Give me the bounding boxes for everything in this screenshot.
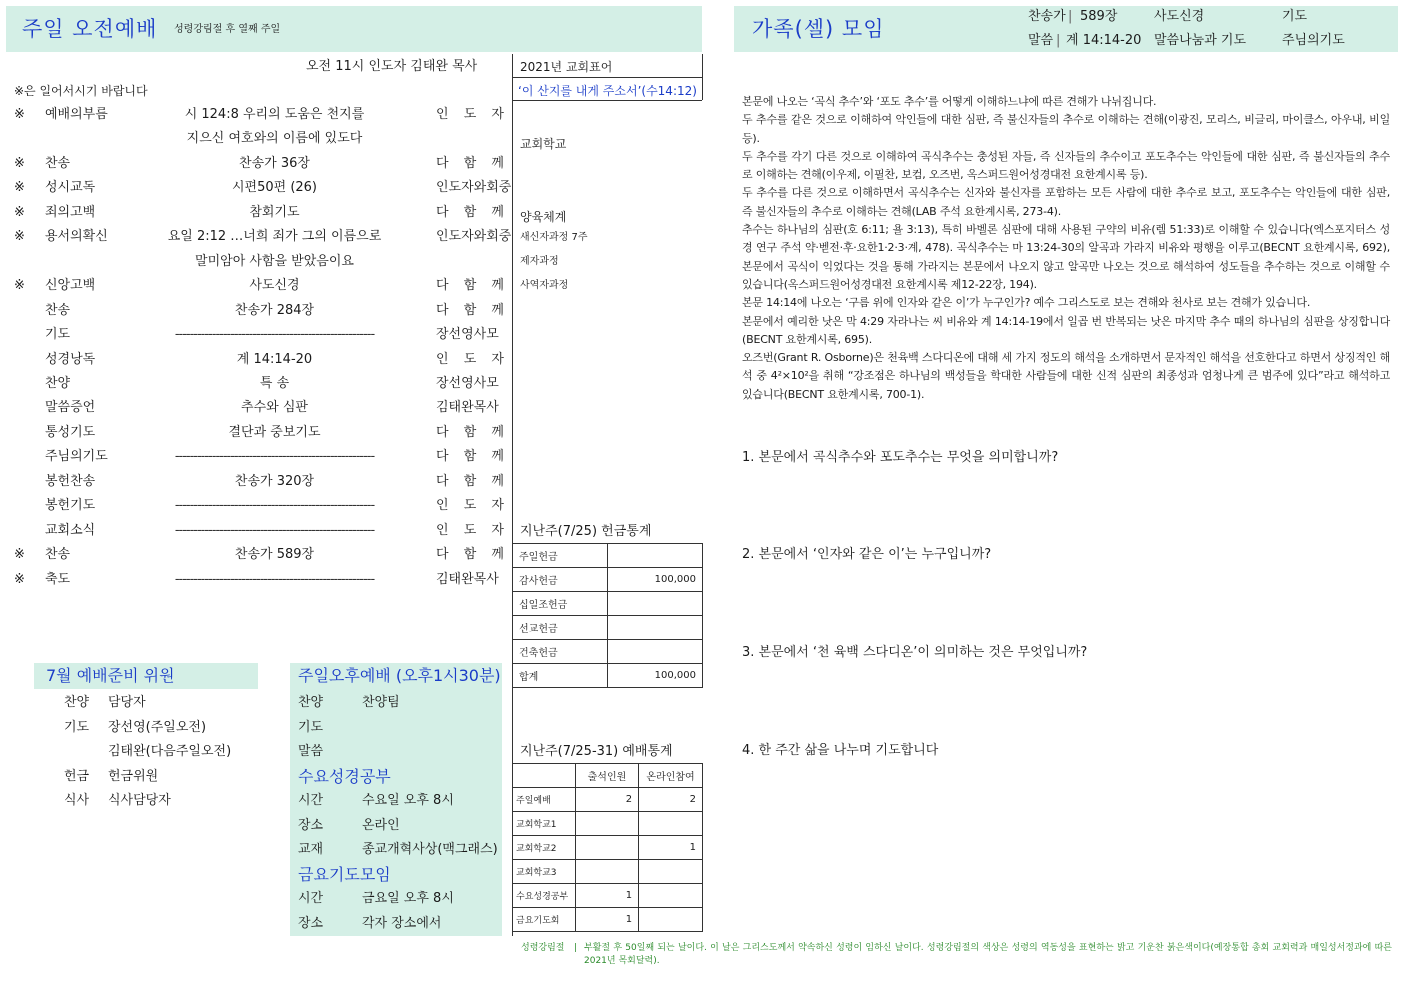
order-item-leader: 인 도 자 <box>436 107 504 122</box>
order-item-leader: 다 함 께 <box>436 473 504 489</box>
order-item-content: 찬송가 589장 <box>234 547 315 563</box>
order-item-content: 찬송가 284장 <box>234 302 315 318</box>
order-item-leader: 인도자와회중 <box>436 180 512 196</box>
offering-title: 지난주(7/25) 헌금통계 <box>520 524 652 539</box>
order-row <box>0 568 510 592</box>
order-item-content: 결단과 중보기도 <box>228 424 321 440</box>
question-3: 3. 본문에서 ‘천 육백 스다디온’이 의미하는 것은 무엇입니까? <box>742 645 1088 660</box>
prep-person: 담당자 <box>108 695 146 710</box>
stand-mark: ※ <box>14 547 25 563</box>
hymn-sep: | <box>1068 9 1073 24</box>
attendance-row <box>513 836 703 860</box>
question-2: 2. 본문에서 ‘인자와 같은 이’는 누구입니까? <box>742 547 992 562</box>
stand-mark: ※ <box>14 229 25 245</box>
prep-person: 김태완(다음주일오전) <box>108 744 232 759</box>
friday-value: 각자 장소에서 <box>362 915 442 931</box>
attendance-label: 교회학교3 <box>513 860 576 884</box>
order-item-name: 교회소식 <box>45 522 96 538</box>
footer-label: 성령강림절 <box>521 943 565 953</box>
attendance-online <box>639 812 703 836</box>
attendance-label: 주일예배 <box>513 788 576 812</box>
order-item-content: 시 124:8 우리의 도움은 천지를 <box>184 107 365 122</box>
attendance-label: 교회학교1 <box>513 812 576 836</box>
commentary-paragraph: 오즈번(Grant R. Osborne)은 천육백 스다디온에 대해 세 가지 정도의 해석을 소개하면서 문자적인 해석을 선호한다고 하면서 상징적인 해석 중 4²×10²을 취해 “강조점은 하나님의 백성들을 학대한 사람들에 대한 신적 심판의 최종성과 엄청나게 큰 범주에 있다”라고 해석하고 있습니다(BECNT 요한계시록, 700-1). <box>742 351 1390 401</box>
attendance-label: 교회학교2 <box>513 836 576 860</box>
attendance-row <box>513 788 703 812</box>
motto-label: 2021년 교회표어 <box>520 60 613 74</box>
school-label: 교회학교 <box>520 137 567 151</box>
stand-note: ※은 일어서시기 바랍니다 <box>14 84 148 98</box>
order-item-name: 성시교독 <box>45 180 96 196</box>
order-row <box>0 225 510 249</box>
prep-title: 7월 예배준비 위원 <box>46 666 175 685</box>
service-info: 오전 11시 인도자 김태완 목사 <box>306 59 478 74</box>
stand-mark: ※ <box>14 278 25 294</box>
attendance-present <box>575 836 638 860</box>
education-item-1: 제자과정 <box>520 256 559 267</box>
right-header-title: 가족(셀) 모임 <box>752 17 885 41</box>
order-row <box>0 176 510 200</box>
offering-label: 건축헌금 <box>513 640 608 664</box>
offering-amount: 100,000 <box>607 664 702 688</box>
lords-prayer: 주님의기도 <box>1282 33 1345 48</box>
afternoon-title: 주일오후예배 (오후1시30분) <box>298 666 501 685</box>
order-item-content: 찬송가 320장 <box>234 473 315 489</box>
order-item-leader: 인 도 자 <box>436 351 504 367</box>
order-item-leader: 다 함 께 <box>436 449 504 465</box>
stand-mark: ※ <box>14 204 25 220</box>
order-item-name: 예배의부름 <box>45 107 108 122</box>
wednesday-value: 수요일 오후 8시 <box>362 793 454 808</box>
order-item-content: 참회기도 <box>249 204 300 220</box>
wednesday-title: 수요성경공부 <box>298 766 391 786</box>
order-item-content: ------------------------------------------------------ <box>174 449 375 465</box>
attendance-row <box>513 860 703 884</box>
order-item-content: ------------------------------------------------------ <box>174 327 375 343</box>
commentary-paragraph: 추수는 하나님의 심판(호 6:11; 욜 3:13), 특히 바벨론 심판에 대해 사용된 구약의 비유(렘 51:33)로 이해할 수 있습니다(엑스포지터스 성경 연구 주석 약·벧전·후·요한1·2·3·계, 478). 곡식추수는 마 13:24-30의 알곡과 가라지 비유와 평행을 이루고(BECNT 요한계시록, 692), 본문에서 곡식이 익었다는 것을 통해 가라지는 본문에서 나오지 않고 알곡만 나오는 것으로 해석하여 성도들을 추수하는 것으로 이해할 수 있습니다(옥스퍼드원어성경대전 요한계시록 제12-22장, 194). <box>742 223 1390 291</box>
afternoon-value: 찬양팀 <box>362 695 400 710</box>
afternoon-role: 말씀 <box>298 744 324 759</box>
commentary <box>742 93 1390 404</box>
word-sep: | <box>1056 33 1061 48</box>
attendance-label: 수요성경공부 <box>513 884 576 908</box>
prep-person: 장선영(주일오전) <box>108 719 207 735</box>
order-item-leader: 인도자와회중 <box>436 229 512 245</box>
order-item-name: 봉헌찬송 <box>45 473 96 489</box>
order-row <box>0 201 510 225</box>
order-item-name: 말씀증언 <box>45 400 96 416</box>
order-item-leader: 김태완목사 <box>436 571 499 587</box>
attendance-online <box>639 908 703 932</box>
commentary-paragraph: 본문 14:14에 나오는 ‘구름 위에 인자와 같은 이’가 누구인가? 예수 그리스도로 보는 견해와 천사로 보는 견해가 있습니다. <box>742 296 1311 310</box>
motto-text: ‘이 산지를 내게 주소서’(수14:12) <box>518 84 697 98</box>
order-item-name: 축도 <box>45 571 71 587</box>
attendance-header-online: 온라인참여 <box>639 764 703 788</box>
prep-role: 식사 <box>64 793 90 808</box>
wednesday-value: 종교개혁사상(맥그래스) <box>362 842 498 857</box>
order-row <box>0 543 510 567</box>
order-item-content: ------------------------------------------------------ <box>174 498 375 514</box>
offering-row <box>513 544 703 568</box>
order-item-name: 죄의고백 <box>45 204 96 220</box>
order-item-name: 성경낭독 <box>45 351 96 367</box>
order-row <box>0 127 510 151</box>
order-item-content: 특 송 <box>259 375 290 391</box>
friday-title: 금요기도모임 <box>298 864 391 884</box>
order-item-content: ------------------------------------------------------ <box>174 571 375 587</box>
prep-role: 찬양 <box>64 695 90 710</box>
word-label: 말씀 <box>1028 33 1054 48</box>
order-item-content: 말미암아 사함을 받았음이요 <box>195 253 354 269</box>
wednesday-role: 장소 <box>298 817 324 833</box>
commentary-paragraph: 두 추수를 같은 것으로 이해하여 악인들에 대한 심판, 즉 불신자들의 추수로 이해하는 견해(이광진, 모리스, 비글리, 마이클스, 아우내, 비일 등). <box>742 113 1390 145</box>
offering-label: 합계 <box>513 664 608 688</box>
offering-amount <box>607 616 702 640</box>
prep-role: 기도 <box>64 719 90 735</box>
order-row <box>0 348 510 372</box>
order-item-content: 지으신 여호와의 이름에 있도다 <box>186 131 363 147</box>
order-row <box>0 519 510 543</box>
friday-role: 장소 <box>298 915 324 931</box>
order-item-content: 찬송가 36장 <box>239 155 310 171</box>
order-item-name: 봉헌기도 <box>45 498 96 514</box>
order-item-leader: 장선영사모 <box>436 327 499 343</box>
wednesday-value: 온라인 <box>362 817 400 833</box>
attendance-present: 1 <box>575 884 638 908</box>
commentary-paragraph: 본문에서 예리한 낫은 막 4:29 자라나는 씨 비유와 계 14:14-19에서 일곱 번 반복되는 낫은 마지막 추수 때의 하나님의 심판을 상징합니다(BECNT 요한계시록, 695). <box>742 314 1390 346</box>
order-row <box>0 421 510 445</box>
order-row <box>0 152 510 176</box>
order-item-name: 통성기도 <box>45 424 96 440</box>
offering-table <box>512 543 703 688</box>
order-item-content: 계 14:14-20 <box>236 351 313 367</box>
order-row <box>0 103 510 127</box>
stand-mark: ※ <box>14 107 25 122</box>
order-row <box>0 299 510 323</box>
order-item-leader: 다 함 께 <box>436 204 504 220</box>
offering-amount <box>607 640 702 664</box>
education-item-0: 새신자과정 7주 <box>520 232 588 243</box>
order-item-leader: 다 함 께 <box>436 547 504 563</box>
prep-person: 식사담당자 <box>108 793 171 808</box>
attendance-online <box>639 860 703 884</box>
attendance-present <box>575 812 638 836</box>
order-item-name: 찬송 <box>45 547 71 563</box>
stand-mark: ※ <box>14 155 25 171</box>
motto-divider-bottom <box>512 100 702 101</box>
education-item-2: 사역자과정 <box>520 280 569 291</box>
order-row <box>0 274 510 298</box>
attendance-row <box>513 884 703 908</box>
order-item-leader: 다 함 께 <box>436 155 504 171</box>
stand-mark: ※ <box>14 571 25 587</box>
prep-person: 헌금위원 <box>108 768 159 784</box>
attendance-header-blank <box>513 764 576 788</box>
offering-row <box>513 568 703 592</box>
attendance-row <box>513 812 703 836</box>
order-item-leader: 장선영사모 <box>436 375 499 391</box>
attendance-online: 1 <box>639 836 703 860</box>
attendance-title: 지난주(7/25-31) 예배통계 <box>520 744 673 759</box>
order-item-name: 찬양 <box>45 375 71 391</box>
order-item-content: ------------------------------------------------------ <box>174 522 375 538</box>
order-item-content: 요일 2:12 …너희 죄가 그의 이름으로 <box>167 229 382 245</box>
offering-row <box>513 616 703 640</box>
order-item-leader: 인 도 자 <box>436 522 504 538</box>
friday-role: 시간 <box>298 891 324 906</box>
offering-row <box>513 664 703 688</box>
commentary-paragraph: 본문에 나오는 ‘곡식 추수’와 ‘포도 추수’를 어떻게 이해하느냐에 따른 견해가 나뉘집니다. <box>742 95 1157 108</box>
order-item-name: 기도 <box>45 327 71 343</box>
left-header-subtitle: 성령강림절 후 열째 주일 <box>174 24 281 35</box>
order-row <box>0 396 510 420</box>
friday-value: 금요일 오후 8시 <box>362 891 454 906</box>
order-row <box>0 323 510 347</box>
order-item-content: 사도신경 <box>249 278 300 294</box>
attendance-label: 금요기도회 <box>513 908 576 932</box>
order-item-content: 추수와 심판 <box>241 400 308 416</box>
footer-separator: | <box>574 943 578 953</box>
word-value: 계 14:14-20 <box>1066 33 1142 48</box>
attendance-row <box>513 908 703 932</box>
order-row <box>0 445 510 469</box>
attendance-present: 1 <box>575 908 638 932</box>
wednesday-role: 시간 <box>298 793 324 808</box>
wednesday-role: 교재 <box>298 842 324 857</box>
creed: 사도신경 <box>1154 9 1205 24</box>
hymn-label: 찬송가 <box>1028 9 1066 24</box>
order-item-leader: 인 도 자 <box>436 498 504 514</box>
order-row <box>0 250 510 274</box>
commentary-paragraph: 두 추수를 다른 것으로 이해하면서 곡식추수는 신자와 불신자를 포함하는 모든 사람에 대한 추수로 보고, 포도추수는 악인들에 대한 심판, 즉 불신자들의 추수로 이해하는 견해(LAB 주석 요한계시록, 273-4). <box>742 186 1390 218</box>
order-row <box>0 494 510 518</box>
hymn-value: 589장 <box>1080 9 1118 24</box>
question-1: 1. 본문에서 곡식추수와 포도추수는 무엇을 의미합니까? <box>742 450 1059 465</box>
attendance-present: 2 <box>575 788 638 812</box>
attendance-online: 2 <box>639 788 703 812</box>
order-item-content: 시편50편 (26) <box>231 180 318 196</box>
question-4: 4. 한 주간 삶을 나누며 기도합니다 <box>742 743 939 758</box>
order-item-name: 찬송 <box>45 302 71 318</box>
order-row <box>0 372 510 396</box>
offering-label: 감사헌금 <box>513 568 608 592</box>
attendance-header-present: 출석인원 <box>575 764 638 788</box>
offering-label: 주일헌금 <box>513 544 608 568</box>
order-item-leader: 다 함 께 <box>436 302 504 318</box>
order-row <box>0 470 510 494</box>
prayer-label: 기도 <box>1282 9 1308 24</box>
order-item-name: 주님의기도 <box>45 449 108 465</box>
afternoon-role: 기도 <box>298 719 324 735</box>
order-item-name: 용서의확신 <box>45 229 108 245</box>
offering-amount <box>607 592 702 616</box>
order-item-leader: 다 함 께 <box>436 278 504 294</box>
offering-label: 선교헌금 <box>513 616 608 640</box>
offering-label: 십일조헌금 <box>513 592 608 616</box>
afternoon-role: 찬양 <box>298 695 324 710</box>
offering-amount: 100,000 <box>607 568 702 592</box>
right-sidebar-divider <box>702 54 703 100</box>
attendance-table <box>512 763 703 932</box>
sharing: 말씀나눔과 기도 <box>1154 33 1247 48</box>
order-item-leader: 김태완목사 <box>436 400 499 416</box>
prep-role: 헌금 <box>64 768 90 784</box>
attendance-online <box>639 884 703 908</box>
motto-divider-top <box>512 77 702 78</box>
commentary-paragraph: 두 추수를 각기 다른 것으로 이해하여 곡식추수는 충성된 자들, 즉 신자들의 추수이고 포도추수는 악인들에 대한 심판, 즉 불신자들의 추수로 이해하는 견해(이우제, 이필찬, 보컴, 오즈번, 옥스퍼드원어성경대전 요한계시록 등). <box>742 149 1390 182</box>
education-label: 양육체계 <box>520 210 567 224</box>
footer-text: 부활절 후 50일째 되는 날이다. 이 날은 그리스도께서 약속하신 성령이 임하신 날이다. 성령강림절의 색상은 성령의 역동성을 표현하는 밝고 기운찬 붉은색이다(예장통합 총회 교회력과 매일성서정과에 따른 2021년 목회달력). <box>584 943 1392 966</box>
left-header-title: 주일 오전예배 <box>22 17 158 41</box>
order-item-name: 신앙고백 <box>45 278 96 294</box>
order-item-leader: 다 함 께 <box>436 424 504 440</box>
stand-mark: ※ <box>14 180 25 196</box>
offering-amount <box>607 544 702 568</box>
offering-row <box>513 592 703 616</box>
offering-row <box>513 640 703 664</box>
attendance-present <box>575 860 638 884</box>
order-item-name: 찬송 <box>45 155 71 171</box>
